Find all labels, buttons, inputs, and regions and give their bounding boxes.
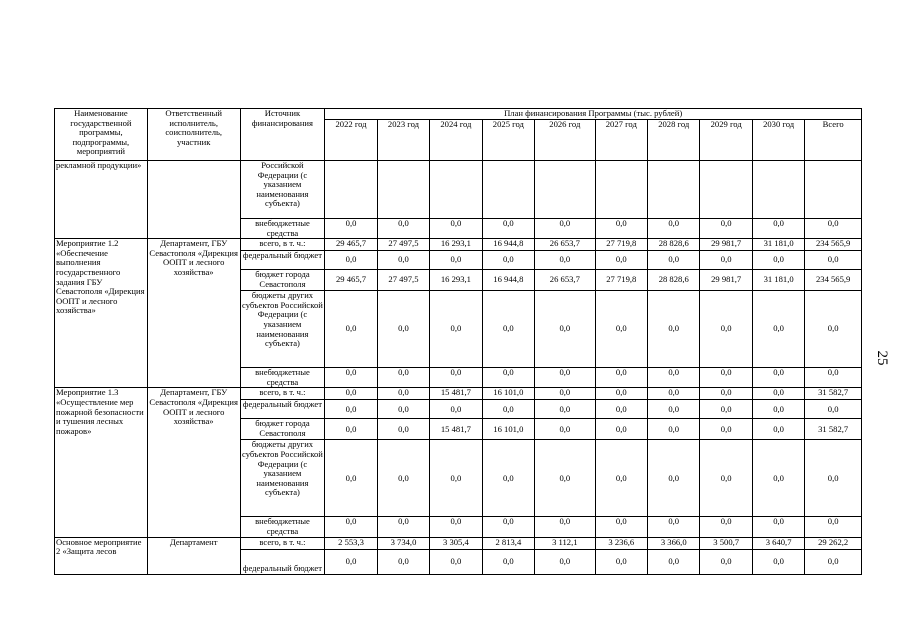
value-cell: 15 481,7 <box>430 388 482 400</box>
value-cell: 16 293,1 <box>430 270 482 291</box>
value-cell: 29 981,7 <box>700 239 752 251</box>
value-cell <box>325 161 377 219</box>
value-cell: 27 719,8 <box>595 239 647 251</box>
table-row <box>55 537 862 549</box>
table-row <box>55 161 862 219</box>
measure-name: рекламной продукции» <box>55 161 148 239</box>
value-cell: 29 262,2 <box>805 537 862 549</box>
value-cell: 3 500,7 <box>700 537 752 549</box>
value-cell: 0,0 <box>752 251 804 270</box>
value-cell: 0,0 <box>805 400 862 419</box>
value-cell: 0,0 <box>595 251 647 270</box>
header-year: 2029 год <box>700 120 752 161</box>
header-total: Всего <box>805 120 862 161</box>
value-cell: 0,0 <box>700 388 752 400</box>
value-cell: 0,0 <box>805 291 862 368</box>
value-cell: 0,0 <box>535 400 596 419</box>
funding-source: федеральный бюджет <box>240 549 325 574</box>
header-plan: План финансирования Программы (тыс. рублей) <box>325 109 862 120</box>
value-cell: 27 497,5 <box>377 239 429 251</box>
value-cell: 16 101,0 <box>482 388 534 400</box>
value-cell: 3 640,7 <box>752 537 804 549</box>
value-cell: 0,0 <box>482 219 534 239</box>
value-cell: 0,0 <box>482 549 534 574</box>
responsible-executor: Департамент, ГБУ Севастополя «Дирекция ООПТ и лесного хозяйства» <box>147 388 240 537</box>
value-cell: 0,0 <box>377 368 429 388</box>
value-cell: 3 366,0 <box>648 537 700 549</box>
value-cell: 3 305,4 <box>430 537 482 549</box>
value-cell: 0,0 <box>805 549 862 574</box>
funding-source: всего, в т. ч.: <box>240 388 325 400</box>
value-cell: 0,0 <box>535 388 596 400</box>
value-cell: 0,0 <box>430 219 482 239</box>
value-cell: 0,0 <box>805 517 862 537</box>
value-cell: 0,0 <box>752 291 804 368</box>
page-number: 25 <box>874 350 890 366</box>
value-cell: 0,0 <box>325 368 377 388</box>
value-cell: 0,0 <box>535 291 596 368</box>
value-cell: 0,0 <box>648 291 700 368</box>
value-cell: 29 981,7 <box>700 270 752 291</box>
value-cell <box>752 161 804 219</box>
value-cell: 0,0 <box>648 440 700 517</box>
value-cell: 0,0 <box>752 388 804 400</box>
value-cell: 0,0 <box>430 517 482 537</box>
value-cell: 0,0 <box>805 368 862 388</box>
funding-source: бюджеты других субъектов Российской Федерации (с указанием наименования субъекта) <box>240 291 325 368</box>
value-cell: 0,0 <box>482 368 534 388</box>
value-cell: 0,0 <box>700 419 752 440</box>
value-cell: 0,0 <box>700 517 752 537</box>
value-cell <box>700 161 752 219</box>
value-cell <box>648 161 700 219</box>
value-cell: 0,0 <box>430 291 482 368</box>
value-cell: 0,0 <box>377 388 429 400</box>
value-cell: 2 813,4 <box>482 537 534 549</box>
value-cell: 26 653,7 <box>535 239 596 251</box>
value-cell: 0,0 <box>325 400 377 419</box>
value-cell <box>430 161 482 219</box>
value-cell: 0,0 <box>325 291 377 368</box>
value-cell: 0,0 <box>325 219 377 239</box>
value-cell: 0,0 <box>595 419 647 440</box>
value-cell: 26 653,7 <box>535 270 596 291</box>
value-cell: 3 112,1 <box>535 537 596 549</box>
value-cell: 0,0 <box>805 251 862 270</box>
header-year: 2023 год <box>377 120 429 161</box>
value-cell: 31 181,0 <box>752 270 804 291</box>
funding-source: всего, в т. ч.: <box>240 537 325 549</box>
value-cell: 0,0 <box>595 388 647 400</box>
value-cell: 3 236,6 <box>595 537 647 549</box>
header-year: 2028 год <box>648 120 700 161</box>
funding-source: федеральный бюджет <box>240 251 325 270</box>
measure-name: Мероприятие 1.3 «Осуществление мер пожарной безопасности и тушения лесных пожаров» <box>55 388 148 537</box>
value-cell: 0,0 <box>535 368 596 388</box>
value-cell: 0,0 <box>482 517 534 537</box>
value-cell: 0,0 <box>752 400 804 419</box>
value-cell: 0,0 <box>752 517 804 537</box>
value-cell: 0,0 <box>805 219 862 239</box>
value-cell: 0,0 <box>648 549 700 574</box>
value-cell: 3 734,0 <box>377 537 429 549</box>
value-cell: 0,0 <box>430 368 482 388</box>
value-cell: 0,0 <box>535 517 596 537</box>
value-cell: 2 553,3 <box>325 537 377 549</box>
value-cell: 0,0 <box>377 440 429 517</box>
value-cell: 15 481,7 <box>430 419 482 440</box>
value-cell: 0,0 <box>325 517 377 537</box>
value-cell: 0,0 <box>430 440 482 517</box>
value-cell: 16 101,0 <box>482 419 534 440</box>
header-year: 2026 год <box>535 120 596 161</box>
value-cell: 28 828,6 <box>648 239 700 251</box>
value-cell: 0,0 <box>377 400 429 419</box>
value-cell: 0,0 <box>752 440 804 517</box>
value-cell: 31 181,0 <box>752 239 804 251</box>
value-cell <box>535 161 596 219</box>
header-name-column: Наименование государственной программы, подпрограммы, мероприятий <box>55 109 148 161</box>
value-cell: 234 565,9 <box>805 270 862 291</box>
value-cell: 0,0 <box>700 400 752 419</box>
header-year: 2025 год <box>482 120 534 161</box>
value-cell: 0,0 <box>648 400 700 419</box>
value-cell: 0,0 <box>377 219 429 239</box>
value-cell: 0,0 <box>595 400 647 419</box>
value-cell: 27 719,8 <box>595 270 647 291</box>
value-cell: 0,0 <box>648 419 700 440</box>
funding-source: внебюджетные средства <box>240 219 325 239</box>
value-cell <box>377 161 429 219</box>
value-cell: 234 565,9 <box>805 239 862 251</box>
funding-source: внебюджетные средства <box>240 517 325 537</box>
funding-source: бюджет города Севастополя <box>240 270 325 291</box>
value-cell: 0,0 <box>700 440 752 517</box>
value-cell: 0,0 <box>535 219 596 239</box>
value-cell: 0,0 <box>752 549 804 574</box>
funding-source: бюджеты других субъектов Российской Федерации (с указанием наименования субъекта) <box>240 440 325 517</box>
table-row <box>55 239 862 251</box>
value-cell: 31 582,7 <box>805 419 862 440</box>
value-cell: 0,0 <box>700 549 752 574</box>
value-cell: 0,0 <box>535 549 596 574</box>
value-cell: 0,0 <box>752 368 804 388</box>
value-cell: 27 497,5 <box>377 270 429 291</box>
funding-source: внебюджетные средства <box>240 368 325 388</box>
value-cell: 0,0 <box>535 251 596 270</box>
value-cell: 0,0 <box>700 219 752 239</box>
value-cell: 0,0 <box>648 219 700 239</box>
value-cell: 0,0 <box>325 419 377 440</box>
value-cell: 0,0 <box>482 291 534 368</box>
value-cell: 0,0 <box>325 251 377 270</box>
value-cell: 0,0 <box>535 440 596 517</box>
value-cell: 0,0 <box>430 549 482 574</box>
value-cell: 0,0 <box>648 251 700 270</box>
funding-source: федеральный бюджет <box>240 400 325 419</box>
value-cell: 0,0 <box>595 291 647 368</box>
value-cell: 0,0 <box>377 251 429 270</box>
funding-source: бюджет города Севастополя <box>240 419 325 440</box>
value-cell: 31 582,7 <box>805 388 862 400</box>
value-cell: 0,0 <box>377 549 429 574</box>
responsible-executor: Департамент, ГБУ Севастополя «Дирекция ООПТ и лесного хозяйства» <box>147 239 240 388</box>
header-source-column: Источник финансирования <box>240 109 325 161</box>
funding-source: Российской Федерации (с указанием наименования субъекта) <box>240 161 325 219</box>
responsible-executor: Департамент <box>147 537 240 574</box>
value-cell: 0,0 <box>377 419 429 440</box>
value-cell: 0,0 <box>648 517 700 537</box>
value-cell: 0,0 <box>430 251 482 270</box>
value-cell: 0,0 <box>482 440 534 517</box>
value-cell: 0,0 <box>700 291 752 368</box>
value-cell: 0,0 <box>482 251 534 270</box>
value-cell <box>482 161 534 219</box>
value-cell: 16 944,8 <box>482 270 534 291</box>
header-year: 2030 год <box>752 120 804 161</box>
value-cell: 0,0 <box>648 388 700 400</box>
value-cell: 0,0 <box>805 440 862 517</box>
value-cell: 0,0 <box>482 400 534 419</box>
header-responsible-column: Ответственный исполнитель, соисполнитель, участник <box>147 109 240 161</box>
value-cell: 0,0 <box>700 368 752 388</box>
responsible-executor <box>147 161 240 239</box>
value-cell <box>595 161 647 219</box>
value-cell: 16 293,1 <box>430 239 482 251</box>
value-cell: 0,0 <box>595 440 647 517</box>
value-cell <box>805 161 862 219</box>
value-cell: 29 465,7 <box>325 270 377 291</box>
value-cell: 0,0 <box>430 400 482 419</box>
funding-source: всего, в т. ч.: <box>240 239 325 251</box>
header-year: 2022 год <box>325 120 377 161</box>
header-year: 2024 год <box>430 120 482 161</box>
value-cell: 0,0 <box>325 440 377 517</box>
value-cell: 0,0 <box>325 549 377 574</box>
value-cell: 0,0 <box>700 251 752 270</box>
table-row <box>55 388 862 400</box>
value-cell: 0,0 <box>752 219 804 239</box>
value-cell: 16 944,8 <box>482 239 534 251</box>
value-cell: 0,0 <box>377 291 429 368</box>
measure-name: Мероприятие 1.2 «Обеспечение выполнения государственного задания ГБУ Севастополя «Дирекция ООПТ и лесного хозяйства» <box>55 239 148 388</box>
value-cell: 0,0 <box>325 388 377 400</box>
value-cell: 0,0 <box>595 219 647 239</box>
value-cell: 0,0 <box>535 419 596 440</box>
value-cell: 0,0 <box>377 517 429 537</box>
value-cell: 0,0 <box>595 368 647 388</box>
financing-table <box>54 108 862 575</box>
value-cell: 0,0 <box>648 368 700 388</box>
value-cell: 29 465,7 <box>325 239 377 251</box>
measure-name: Основное мероприятие 2 «Защита лесов <box>55 537 148 574</box>
value-cell: 0,0 <box>595 517 647 537</box>
header-year: 2027 год <box>595 120 647 161</box>
value-cell: 28 828,6 <box>648 270 700 291</box>
value-cell: 0,0 <box>595 549 647 574</box>
value-cell: 0,0 <box>752 419 804 440</box>
